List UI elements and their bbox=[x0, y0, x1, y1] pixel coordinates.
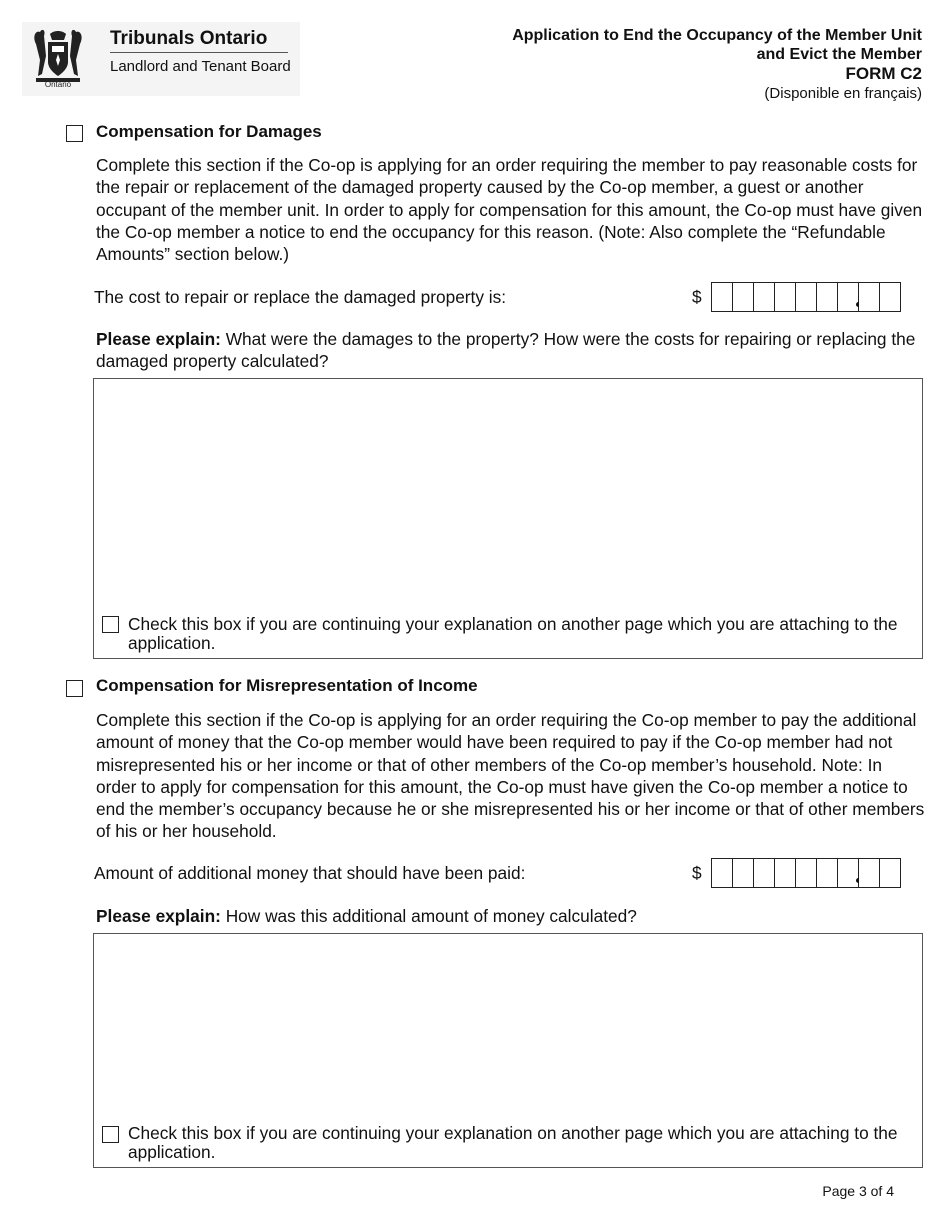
form-title-line1: Application to End the Occupancy of the Member Unit bbox=[512, 27, 922, 44]
crest-caption: Ontario bbox=[44, 80, 72, 89]
explain-label: Please explain: bbox=[96, 906, 221, 926]
misrep-explanation-input[interactable] bbox=[96, 936, 920, 1123]
amount-digit-cell[interactable] bbox=[754, 859, 775, 887]
damages-explain-prompt bbox=[96, 328, 926, 372]
amount-cents-cell[interactable] bbox=[880, 859, 900, 887]
damages-section-checkbox[interactable] bbox=[66, 125, 83, 142]
form-header bbox=[422, 26, 922, 103]
damages-section-title: Compensation for Damages bbox=[96, 122, 322, 141]
amount-digit-cell[interactable] bbox=[817, 283, 838, 311]
explain-question: What were the damages to the property? How were the costs for repairing or replacing the damaged property calculated? bbox=[96, 329, 916, 371]
damages-description: Complete this section if the Co-op is applying for an order requiring the member to pay reasonable costs for the repair or replacement of the damaged property caused by the Co-op member, a guest or another occupant of the member unit. In order to apply for compensation for this amount, the Co-op must have given the Co-op member a notice to end the occupancy for this reason. (Note: Also complete the “Refundable Amounts” section below.) bbox=[96, 155, 923, 265]
amount-digit-cell[interactable] bbox=[754, 283, 775, 311]
misrep-amount-field[interactable] bbox=[711, 858, 901, 888]
misrep-explain-prompt bbox=[96, 905, 926, 927]
misrep-continue-label: Check this box if you are continuing your explanation on another page which you are attaching to the application. bbox=[128, 1123, 898, 1162]
org-subtitle: Landlord and Tenant Board bbox=[110, 58, 291, 75]
damages-explanation-input[interactable] bbox=[96, 381, 920, 614]
amount-digit-cell[interactable] bbox=[775, 859, 796, 887]
misrep-description: Complete this section if the Co-op is applying for an order requiring the Co-op member to pay the additional amount of money that the Co-op member would have been required to pay if the Co-op member had not misrepresented his or her income or that of other members of the Co-op member’s household. Note: In order to apply for compensation for this amount, the Co-op must have given the Co-op member a notice to end the member’s occupancy because he or she misrepresented his or her income or that of other members of his or her household. bbox=[96, 710, 925, 842]
amount-digit-cell[interactable] bbox=[733, 283, 754, 311]
amount-digit-cell[interactable] bbox=[712, 859, 733, 887]
damages-amount-field[interactable] bbox=[711, 282, 901, 312]
amount-digit-cell[interactable] bbox=[775, 283, 796, 311]
explain-label: Please explain: bbox=[96, 329, 221, 349]
form-id: FORM C2 bbox=[845, 64, 922, 83]
amount-digit-cell[interactable] bbox=[838, 859, 859, 887]
form-title-line2: and Evict the Member bbox=[756, 46, 922, 63]
misrep-currency: $ bbox=[692, 863, 702, 883]
damages-continue-checkbox[interactable] bbox=[102, 616, 119, 633]
org-divider bbox=[110, 52, 288, 53]
explain-question: How was this additional amount of money calculated? bbox=[220, 906, 637, 926]
amount-cents-cell[interactable] bbox=[880, 283, 900, 311]
logo-block bbox=[22, 22, 300, 96]
damages-explanation-box[interactable] bbox=[93, 378, 923, 659]
misrep-amount-label: Amount of additional money that should have been paid: bbox=[94, 863, 526, 883]
amount-digit-cell[interactable] bbox=[838, 283, 859, 311]
amount-digit-cell[interactable] bbox=[796, 859, 817, 887]
amount-digit-cell[interactable] bbox=[712, 283, 733, 311]
damages-currency: $ bbox=[692, 287, 702, 307]
org-name: Tribunals Ontario bbox=[110, 28, 268, 49]
misrep-section-checkbox[interactable] bbox=[66, 680, 83, 697]
page-number: Page 3 of 4 bbox=[822, 1183, 894, 1199]
misrep-section-title: Compensation for Misrepresentation of Income bbox=[96, 676, 478, 695]
damages-amount-label: The cost to repair or replace the damaged property is: bbox=[94, 287, 507, 307]
misrep-explanation-box[interactable] bbox=[93, 933, 923, 1168]
misrep-continue-checkbox[interactable] bbox=[102, 1126, 119, 1143]
amount-digit-cell[interactable] bbox=[817, 859, 838, 887]
amount-digit-cell[interactable] bbox=[733, 859, 754, 887]
amount-cents-cell[interactable] bbox=[859, 859, 880, 887]
amount-cents-cell[interactable] bbox=[859, 283, 880, 311]
damages-continue-label: Check this box if you are continuing your explanation on another page which you are attaching to the application. bbox=[128, 614, 898, 653]
french-note: (Disponible en français) bbox=[764, 85, 922, 102]
amount-digit-cell[interactable] bbox=[796, 283, 817, 311]
